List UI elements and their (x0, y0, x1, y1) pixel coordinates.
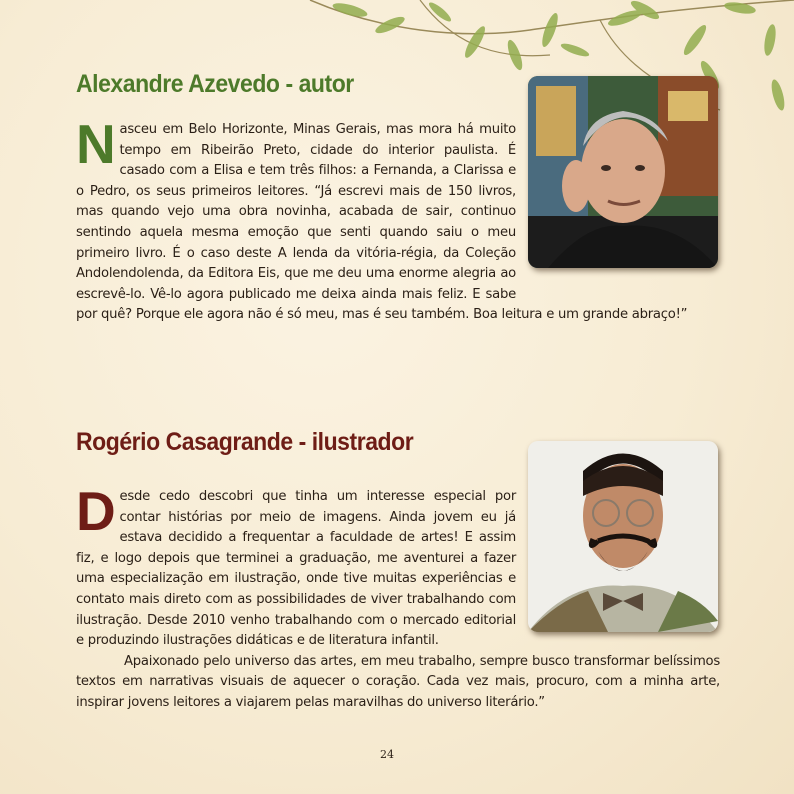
author-dropcap: N (76, 113, 116, 175)
illustrator-bio-paragraph-2: Apaixonado pelo universo das artes, em meu trabalho, sempre busco transformar belíssimos textos em narrativas visuais de aquecer o coração. Cada vez mais, procuro, com a minha arte, inspirar jovens leitores a viajarem pelas maravilhas do universo literário.” (76, 653, 720, 710)
illustrator-photo-spacer (516, 487, 720, 633)
author-bio (76, 113, 720, 326)
author-photo-spacer (516, 120, 720, 296)
illustrator-heading: Rogério Casagrande - ilustrador (76, 428, 414, 456)
illustrator-bio-text: esde cedo descobri que tinha um interesse especial por contar histórias por meio de imagens. Ainda jovem eu já estava decidido a frequentar a faculdade de artes! E assim fiz, e logo depois que terminei a graduação, me aventurei a fazer uma especialização em ilustração, onde tive muitas experiências e contato mais direto com as possibilidades de viver trabalhando com ilustração. Desde 2010 venho trabalhando com o mercado editorial e produzindo ilustrações didáticas e de literatura infantil. (76, 489, 516, 649)
author-heading: Alexandre Azevedo - autor (76, 70, 354, 98)
illustrator-bio (76, 480, 720, 714)
illustrator-dropcap: D (76, 480, 116, 542)
page-number: 24 (380, 748, 394, 761)
author-bio-text: asceu em Belo Horizonte, Minas Gerais, mas mora há muito tempo em Ribeirão Preto, cidade do interior paulista. É casado com a Elisa e tem três filhos: a Fernanda, a Clarissa e o Pedro, os seus primeiros leitores. “Já escrevi mais de 150 livros, mas quando vejo uma obra novinha, acabada de sair, continuo sentindo aquela mesma emoção que senti quando saiu o meu primeiro livro. É o caso deste A lenda da vitória-régia, da Coleção Andolendolenda, da Editora Eis, que me deu uma enorme alegria ao escrevê-lo. Vê-lo agora publicado me deixa ainda mais feliz. E sabe por quê? Porque ele agora não é só meu, mas é seu também. Boa leitura e um grande abraço!” (76, 122, 688, 323)
